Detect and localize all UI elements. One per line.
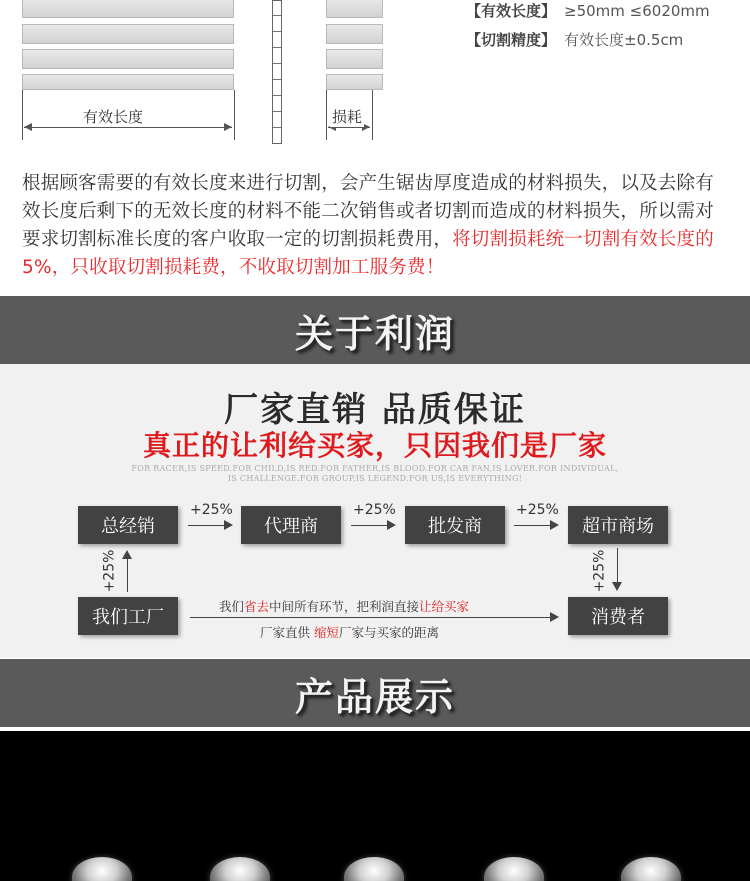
description-highlight: 将切割损耗统一切割有效长度的5%，只收取切割损耗费，不收取切割加工服务费！ — [22, 229, 714, 278]
english-slogan-line2: IS CHALLENGE.FOR GROUP,IS LEGEND.FOR US,IS EVERYTHING! — [227, 474, 523, 483]
note-text: 我们 — [219, 599, 245, 614]
spec-value: ≥50mm ≤6020mm — [564, 2, 710, 20]
note-text: 中间所有环节，把利润直接 — [269, 599, 420, 614]
material-stripe — [326, 74, 383, 90]
arrow-right-icon — [224, 520, 233, 530]
effective-length-label: 有效长度 — [83, 108, 144, 126]
node-agent: 代理商 — [241, 506, 341, 544]
product-image — [72, 857, 132, 881]
node-general-distributor: 总经销 — [78, 506, 178, 544]
material-stripe — [22, 24, 234, 44]
flow-arrow-line — [190, 617, 550, 618]
banner-title: 关于利润 — [294, 311, 455, 356]
dimension-extension — [372, 90, 373, 140]
material-stripe — [326, 24, 383, 44]
dimension-arrow-left — [24, 123, 32, 131]
section-banner-profit — [0, 296, 750, 364]
spec-effective-length — [466, 0, 710, 21]
node-our-factory: 我们工厂 — [78, 597, 178, 635]
description-text: 根据顾客需要的有效长度来进行切割，会产生锯齿厚度造成的材料损失，以及去除有效长度后剩下的无效长度的材料不能二次销售或者切割而造成的材料损失，所以需对要求切割标准长度的客户收取一定的切割损耗费用， — [22, 173, 714, 250]
flow-arrow-line — [514, 525, 550, 526]
product-image — [484, 857, 544, 881]
material-stripe — [22, 49, 234, 69]
profit-headline: 厂家直销 品质保证 — [224, 390, 526, 430]
markup-label: +25% — [190, 502, 233, 518]
material-stripe — [326, 0, 383, 18]
spec-cut-precision — [466, 29, 683, 50]
note-skip-middlemen — [219, 597, 469, 615]
note-highlight: 缩短 — [313, 625, 339, 640]
cutting-diagram — [0, 0, 750, 160]
flow-arrow-line — [127, 558, 128, 592]
dimension-arrow-right — [224, 123, 232, 131]
section-banner-products — [0, 659, 750, 727]
note-highlight: 让给买家 — [419, 599, 470, 614]
product-image — [210, 857, 270, 881]
profit-subheadline: 真正的让利给买家，只因我们是厂家 — [142, 429, 607, 462]
material-stripe — [326, 49, 383, 69]
profit-section — [0, 364, 750, 658]
node-consumer: 消费者 — [568, 597, 668, 635]
node-supermarket: 超市商场 — [568, 506, 668, 544]
dimension-extension — [326, 90, 327, 140]
saw-blade — [272, 0, 282, 144]
product-image — [344, 857, 404, 881]
markup-label: +25% — [353, 502, 396, 518]
loss-label: 损耗 — [332, 108, 363, 126]
english-slogan-line1: FOR RACER,IS SPEED.FOR CHILD,IS RED.FOR FATHER,IS BLOOD.FOR CAR FAN,IS LOVER.FOR INDIVIDUAL, — [131, 464, 619, 473]
arrow-down-icon — [612, 582, 622, 591]
dimension-extension — [234, 90, 235, 140]
product-showcase — [0, 731, 750, 881]
dimension-extension — [22, 90, 23, 140]
node-wholesaler: 批发商 — [405, 506, 505, 544]
note-text: 厂家与买家的距离 — [339, 625, 440, 640]
arrow-up-icon — [122, 550, 132, 559]
flow-arrow-line — [351, 525, 387, 526]
arrow-right-icon — [550, 520, 559, 530]
cutting-fee-description — [22, 170, 732, 282]
spec-label: 【切割精度】 — [466, 31, 557, 49]
markup-label: +25% — [516, 502, 559, 518]
note-highlight: 省去 — [244, 599, 270, 614]
arrow-right-icon — [387, 520, 396, 530]
markup-label: +25% — [591, 549, 608, 593]
flow-arrow-line — [188, 525, 224, 526]
note-text: 厂家直供 — [260, 625, 314, 640]
material-stripe — [22, 0, 234, 18]
note-direct-supply — [260, 623, 439, 641]
material-stripe — [22, 74, 234, 90]
markup-label: +25% — [101, 549, 118, 593]
spec-value: 有效长度±0.5cm — [564, 31, 684, 49]
banner-title: 产品展示 — [294, 674, 455, 719]
flow-arrow-line — [617, 548, 618, 582]
arrow-right-icon — [550, 612, 559, 622]
spec-label: 【有效长度】 — [466, 2, 557, 20]
product-image — [621, 857, 681, 881]
dimension-line-effective — [24, 127, 232, 128]
